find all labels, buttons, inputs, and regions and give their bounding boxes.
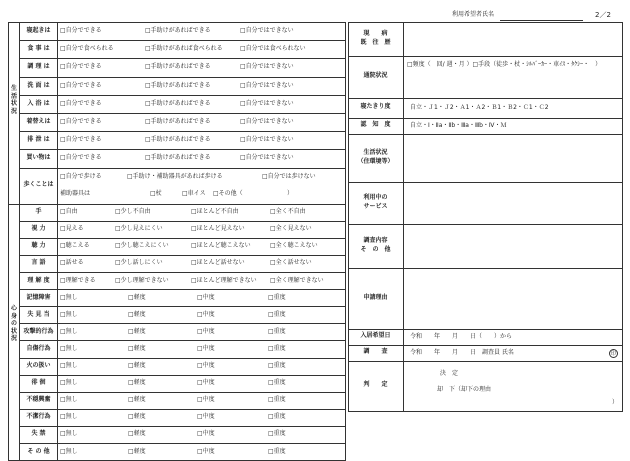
walk-aid-close: ）	[287, 189, 294, 197]
life-row-label: 着替えは	[26, 118, 51, 125]
body-option: □聴こえる	[60, 242, 90, 250]
outpatient-detail: □頻度（ 回/ 週・月 ）□手段（徒歩・杖・ｼﾙﾊﾞｰｶｰ・車ｲｽ・ﾀｸｼｰ・ ）	[407, 61, 602, 68]
life-row-label: 調 理 は	[27, 63, 50, 71]
life-row-label: 食 事 は	[27, 45, 50, 53]
decision-approve: 決 定	[440, 370, 459, 377]
life-option: □手助けがあればできる	[145, 136, 211, 144]
body-option: □全く不自由	[270, 208, 306, 216]
service-row-rule	[348, 182, 622, 183]
life-row-label: 入 浴 は	[27, 99, 50, 107]
body-row-label: 理 解 度	[27, 276, 50, 284]
life-option: □自分でできる	[60, 118, 102, 125]
dementia-row-rule	[348, 118, 622, 119]
walk-aid-option: □杖	[150, 189, 162, 197]
mind-section-label: 心身の状況	[10, 305, 17, 342]
survey-label: そ の 他	[360, 246, 391, 253]
life-option: □手助けがあればできる	[145, 81, 211, 89]
severity-row-rule	[19, 392, 345, 393]
severity-row-label: 記憶障害	[26, 293, 51, 301]
body-option: □全く理解できない	[270, 276, 324, 284]
severity-option: □無し	[60, 310, 78, 318]
right-frame-left	[348, 22, 349, 411]
severity-option: □中度	[197, 327, 215, 335]
life-option: □自分ではできない	[240, 27, 294, 34]
life-option: □自分でできる	[60, 99, 102, 107]
body-row-rule	[19, 272, 345, 273]
body-option: □話せる	[60, 259, 84, 267]
severity-option: □軽度	[128, 413, 146, 421]
life-option: □自分でできる	[60, 81, 102, 89]
life-option: □自分でできる	[60, 27, 102, 34]
severity-row-rule	[19, 409, 345, 410]
life-option: □手助けがあればできる	[145, 27, 211, 34]
body-option: □ほとんど話せない	[191, 259, 245, 267]
severity-row-rule	[19, 426, 345, 427]
right-frame-bottom	[348, 411, 623, 412]
dementia-label: 認 知 度	[360, 121, 391, 128]
severity-option: □中度	[197, 447, 215, 455]
bedridden-scale: 自立・Ｊ1・Ｊ2・Ａ1・Ａ2・Ｂ1・Ｂ2・Ｃ1・Ｃ2	[410, 104, 549, 111]
severity-row-rule	[19, 375, 345, 376]
reason-row-rule	[348, 268, 622, 269]
walk-label: 歩くことは	[23, 180, 54, 188]
life-option: □自分で食べられる	[60, 45, 114, 53]
body-option: □全く聴こえない	[270, 242, 318, 250]
life-row-rule	[19, 131, 345, 132]
body-option: □自由	[60, 208, 78, 216]
severity-row-label: そ の 他	[27, 447, 50, 455]
service-label: 利用中の	[363, 194, 388, 201]
severity-option: □無し	[60, 379, 78, 387]
life-option: □自分でできる	[60, 63, 102, 71]
walk-label-rule	[57, 168, 58, 204]
life-option: □手助けがあればできる	[145, 118, 211, 125]
severity-row-rule	[19, 358, 345, 359]
right-frame-right	[622, 22, 623, 411]
life-row-label: 買い物は	[26, 154, 51, 162]
body-row-rule	[19, 238, 345, 239]
body-row-rule	[19, 255, 345, 256]
body-option: □少し話しにくい	[115, 259, 163, 267]
applicant-name-underline	[500, 20, 583, 21]
severity-option: □中度	[197, 430, 215, 438]
severity-option: □重度	[268, 447, 286, 455]
walk-option: □手助け・補助器具があれば歩ける	[127, 172, 223, 180]
life-option: □自分では食べられない	[240, 45, 306, 53]
severity-row-label: 失 見 当	[27, 310, 50, 318]
body-option: □ほとんど聴こえない	[191, 242, 251, 250]
severity-option: □軽度	[128, 327, 146, 335]
severity-option: □無し	[60, 447, 78, 455]
survey-label: 調査内容	[363, 237, 388, 244]
living-label: （住環境等）	[357, 158, 394, 165]
life-option: □手助けがあれば食べられる	[145, 45, 223, 53]
life-option: □自分でできる	[60, 136, 102, 144]
seal-mark: 印	[610, 351, 616, 357]
severity-option: □無し	[60, 362, 78, 369]
severity-row-rule	[19, 289, 345, 290]
body-option: □少し理解できない	[115, 276, 169, 284]
severity-option: □無し	[60, 430, 78, 438]
survey-row-rule	[348, 224, 622, 225]
service-label: サービス	[363, 203, 388, 210]
body-option: □見える	[60, 225, 84, 233]
outpatient-row-rule	[348, 56, 622, 57]
body-option: □ほとんど理解できない	[191, 276, 257, 284]
severity-option: □無し	[60, 344, 78, 352]
life-option: □手助けがあればできる	[145, 99, 211, 107]
body-option: □少し見えにくい	[115, 225, 163, 233]
life-row-rule	[19, 77, 345, 78]
severity-option: □中度	[197, 344, 215, 352]
severity-option: □重度	[268, 310, 286, 318]
severity-option: □軽度	[128, 396, 146, 404]
life-option: □自分ではできない	[240, 99, 294, 107]
severity-option: □重度	[268, 293, 286, 301]
severity-row-rule	[19, 340, 345, 341]
body-option: □全く見えない	[270, 225, 312, 233]
severity-option: □軽度	[128, 430, 146, 438]
walk-aid-label: 補助器具は	[60, 189, 91, 197]
life-row-label: 洗 面 は	[27, 81, 50, 89]
walk-row-rule	[19, 168, 345, 169]
severity-option: □中度	[197, 310, 215, 318]
walk-aid-option: □その他（	[213, 189, 243, 197]
decision-row-rule	[348, 361, 622, 362]
living-label: 生活状況	[363, 149, 388, 156]
section-divider	[8, 204, 345, 205]
walk-aid-option: □車イス	[182, 189, 206, 197]
living-row-rule	[348, 134, 622, 135]
applicant-name-label: 利用希望者氏名	[452, 11, 495, 18]
section-column-rule	[19, 22, 20, 460]
life-option: □自分ではできない	[240, 118, 294, 125]
severity-option: □中度	[197, 293, 215, 301]
right-label-column-rule	[403, 22, 404, 411]
life-row-label: 排 泄 は	[27, 136, 50, 144]
severity-row-label: 不穏興奮	[26, 396, 51, 404]
life-row-rule	[19, 40, 345, 41]
severity-option: □重度	[268, 430, 286, 438]
severity-row-label: 自傷行為	[26, 344, 51, 352]
decision-label: 判 定	[363, 381, 388, 388]
severity-option: □重度	[268, 362, 286, 369]
reason-label: 申請理由	[363, 293, 388, 301]
investigation-row-rule	[348, 345, 622, 346]
investigation-label: 調 査	[363, 348, 388, 355]
severity-option: □無し	[60, 293, 78, 301]
severity-option: □軽度	[128, 293, 146, 301]
move-in-label: 入居希望日	[360, 332, 391, 339]
life-row-rule	[19, 113, 345, 114]
life-row-rule	[19, 95, 345, 96]
severity-option: □重度	[268, 327, 286, 335]
severity-option: □無し	[60, 413, 78, 421]
severity-option: □重度	[268, 413, 286, 421]
body-row-rule	[19, 221, 345, 222]
severity-row-label: 不潔行為	[26, 413, 51, 421]
right-frame-top	[348, 22, 622, 23]
life-row-label: 寝起きは	[26, 27, 51, 34]
life-option: □自分ではできない	[240, 81, 294, 89]
history-label: 既 往 歴	[360, 39, 391, 46]
body-option: □理解できる	[60, 276, 96, 284]
move-in-row-rule	[348, 329, 622, 330]
severity-row-label: 失 禁	[31, 430, 46, 438]
severity-option: □重度	[268, 344, 286, 352]
life-option: □手助けがあればできる	[145, 154, 211, 162]
life-option: □自分でできる	[60, 154, 102, 162]
severity-row-label: 攻撃的行為	[23, 327, 54, 335]
move-in-date: 令和 年 月 日（ ）から	[410, 333, 513, 340]
severity-option: □軽度	[128, 310, 146, 318]
walk-option: □自分で歩ける	[60, 172, 102, 180]
bedridden-row-rule	[348, 98, 622, 99]
label-column-rule-mind	[57, 204, 58, 461]
severity-option: □重度	[268, 396, 286, 404]
body-option: □全く話せない	[270, 259, 312, 267]
severity-option: □中度	[197, 413, 215, 421]
left-frame-top	[8, 22, 345, 23]
life-section-label: 生活状況	[10, 85, 17, 115]
body-row-label: 聴 力	[31, 242, 46, 250]
decision-reject: 却 下（却下の理由	[437, 386, 492, 393]
body-row-label: 視 力	[31, 225, 46, 233]
body-option: □少し不自由	[115, 208, 151, 216]
severity-row-label: 徘 徊	[31, 379, 46, 387]
body-option: □ほとんど見えない	[191, 225, 245, 233]
left-frame-left	[8, 22, 9, 460]
investigation-date: 令和 年 月 日 調査員 氏名	[410, 349, 514, 356]
severity-option: □軽度	[128, 379, 146, 387]
body-row-label: 言 語	[31, 259, 46, 267]
body-option: □少し聴こえにくい	[115, 242, 169, 250]
history-label: 現 病	[363, 30, 388, 37]
page-number: 2／2	[595, 11, 611, 19]
severity-row-rule	[19, 306, 345, 307]
outpatient-label: 通院状況	[363, 72, 388, 79]
severity-option: □軽度	[128, 447, 146, 455]
severity-row-rule	[19, 443, 345, 444]
dementia-scale: 自立・Ⅰ・Ⅱa・Ⅱb・Ⅲa・Ⅲb・Ⅳ・Ｍ	[410, 122, 507, 129]
severity-row-rule	[19, 323, 345, 324]
severity-option: □中度	[197, 379, 215, 387]
severity-option: □中度	[197, 396, 215, 404]
severity-option: □軽度	[128, 344, 146, 352]
life-option: □自分ではできない	[240, 63, 294, 71]
severity-option: □無し	[60, 327, 78, 335]
severity-option: □軽度	[128, 362, 146, 369]
life-row-rule	[19, 149, 345, 150]
decision-reject-close: ）	[612, 399, 619, 406]
severity-option: □無し	[60, 396, 78, 404]
life-option: □自分ではできない	[240, 136, 294, 144]
bedridden-label: 寝たきり度	[360, 103, 391, 110]
body-option: □ほとんど不自由	[191, 208, 239, 216]
severity-row-label: 火の扱い	[26, 362, 51, 369]
walk-option: □自分では歩けない	[262, 172, 316, 180]
severity-option: □重度	[268, 379, 286, 387]
severity-option: □中度	[197, 362, 215, 369]
body-row-label: 手	[35, 208, 42, 216]
left-frame-right	[345, 22, 346, 460]
life-option: □自分ではできない	[240, 154, 294, 162]
life-option: □手助けがあればできる	[145, 63, 211, 71]
life-row-rule	[19, 58, 345, 59]
